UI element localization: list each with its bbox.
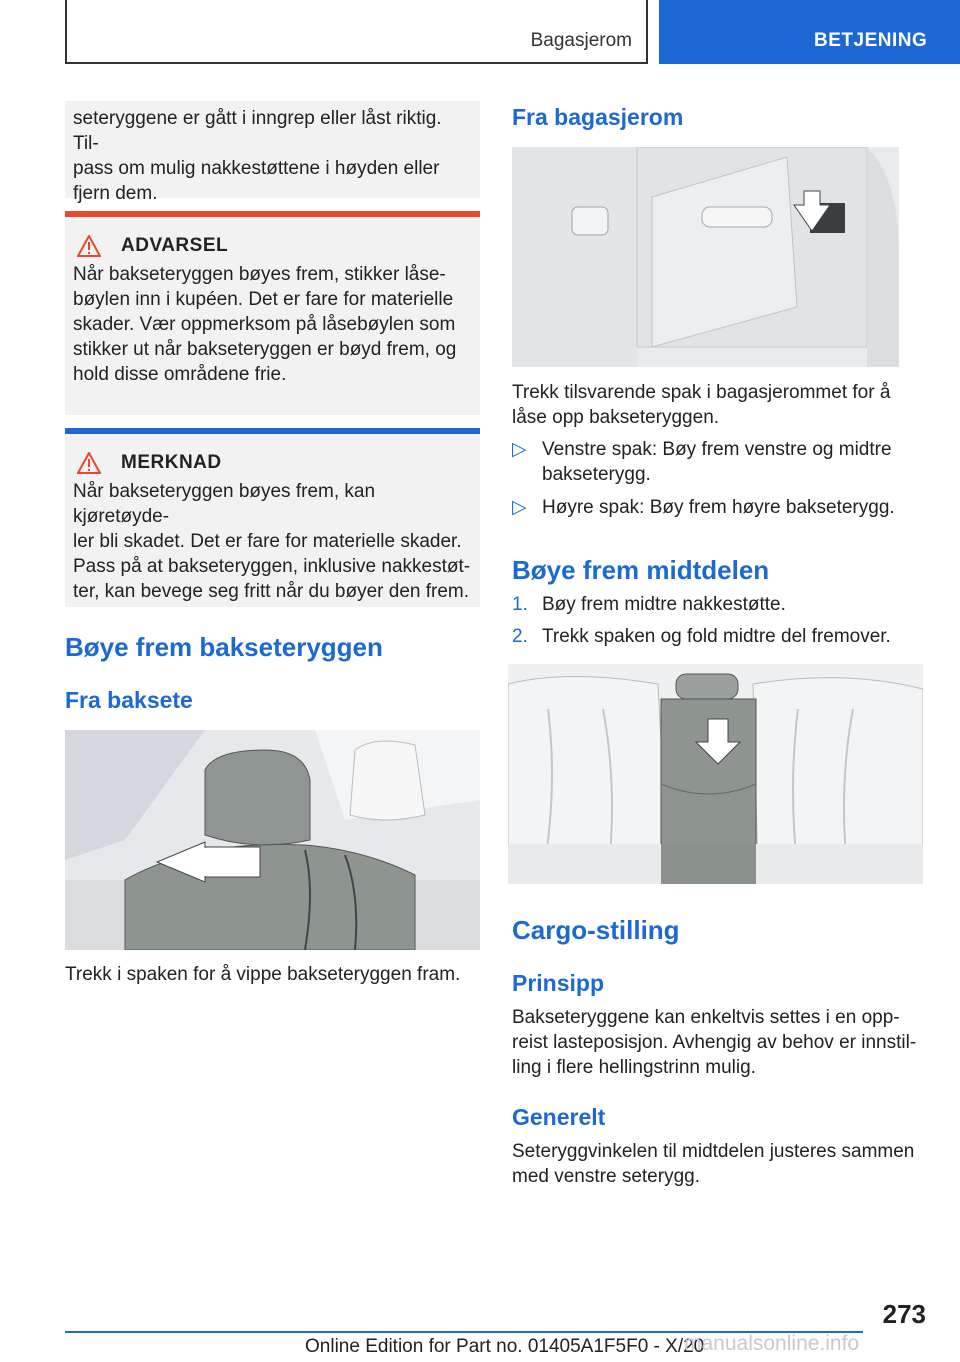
warning-box: [65, 217, 480, 415]
triangle-bullet-icon: ▷: [512, 497, 527, 518]
list-item: [512, 592, 922, 617]
bullet-text: Høyre spak: Bøy frem høyre bakseterygg.: [542, 497, 895, 518]
warning-title: ADVARSEL: [121, 235, 229, 256]
continuation-box: [65, 101, 480, 204]
continuation-text: seteryggene er gått i inngrep eller låst riktig. Til- pass om mulig nakkestøttene i høyden eller fjern dem.: [73, 108, 442, 204]
watermark-text: manualsonline.info: [684, 1332, 860, 1355]
cargo-lever-text: Trekk tilsvarende spak i bagasjerommet for å låse opp bakseteryggen.: [512, 382, 891, 428]
page-number: 273: [882, 1299, 926, 1329]
general-text: Seteryggvinkelen til midtdelen justeres sammen med venstre seterygg.: [512, 1141, 915, 1187]
caption-rear-seat: Trekk i spaken for å vippe bakseteryggen fram.: [65, 964, 461, 985]
triangle-bullet-icon: ▷: [512, 439, 527, 460]
subheading-from-cargo: Fra bagasjerom: [512, 104, 684, 130]
section-heading-cargo-position: Cargo-stilling: [512, 915, 680, 945]
subheading-from-rear-seat: Fra baksete: [65, 687, 193, 713]
subheading-general: Generelt: [512, 1104, 606, 1130]
warning-body: Når bakseteryggen bøyes frem, stikker låse- bøylen inn i kupéen. Det er fare for materielle skader. Vær oppmerksom på låsebøylen som stikker ut når bakseteryggen er bøyd frem, og hold disse områdene frie.: [73, 264, 457, 385]
cargo-lever-illustration: [512, 147, 899, 367]
notice-body: Når bakseteryggen bøyes frem, kan kjøretøyde- ler bli skadet. Det er fare for materielle skader. Pass på at bakseteryggen, inklusive nakkestøt- ter, kan bevege seg fritt når du bøyer den frem.: [73, 481, 471, 602]
edition-text: Online Edition for Part no. 01405A1F5F0 - X/20: [305, 1336, 705, 1357]
subheading-principle: Prinsipp: [512, 970, 605, 996]
header-chapter-tab: BETJENING: [659, 0, 960, 64]
header-section-title: Bagasjerom: [530, 30, 632, 51]
section-heading-fold-middle: Bøye frem midtdelen: [512, 555, 770, 585]
list-item: [512, 495, 922, 520]
notice-box: [65, 434, 480, 607]
middle-section-illustration: [508, 664, 923, 884]
page-header: [65, 0, 648, 64]
warning-triangle-icon: [77, 235, 101, 257]
section-heading-fold-backrest: Bøye frem bakseteryggen: [65, 632, 383, 662]
step-text: Bøy frem midtre nakkestøtte.: [542, 594, 786, 615]
notice-triangle-icon: [77, 452, 101, 474]
bullet-text: Venstre spak: Bøy frem venstre og midtre bakseterygg.: [542, 439, 892, 485]
notice-title: MERKNAD: [121, 452, 222, 473]
list-item: [512, 437, 922, 487]
principle-text: Bakseteryggene kan enkeltvis settes i en opp- reist lasteposisjon. Avhengig av behov er innstil- ling i flere hellingstrinn mulig.: [512, 1007, 917, 1078]
rear-seat-lever-illustration: [65, 730, 480, 950]
step-number: 2.: [512, 626, 528, 647]
step-text: Trekk spaken og fold midtre del fremover.: [542, 626, 891, 647]
step-number: 1.: [512, 594, 528, 615]
list-item: [512, 624, 922, 649]
